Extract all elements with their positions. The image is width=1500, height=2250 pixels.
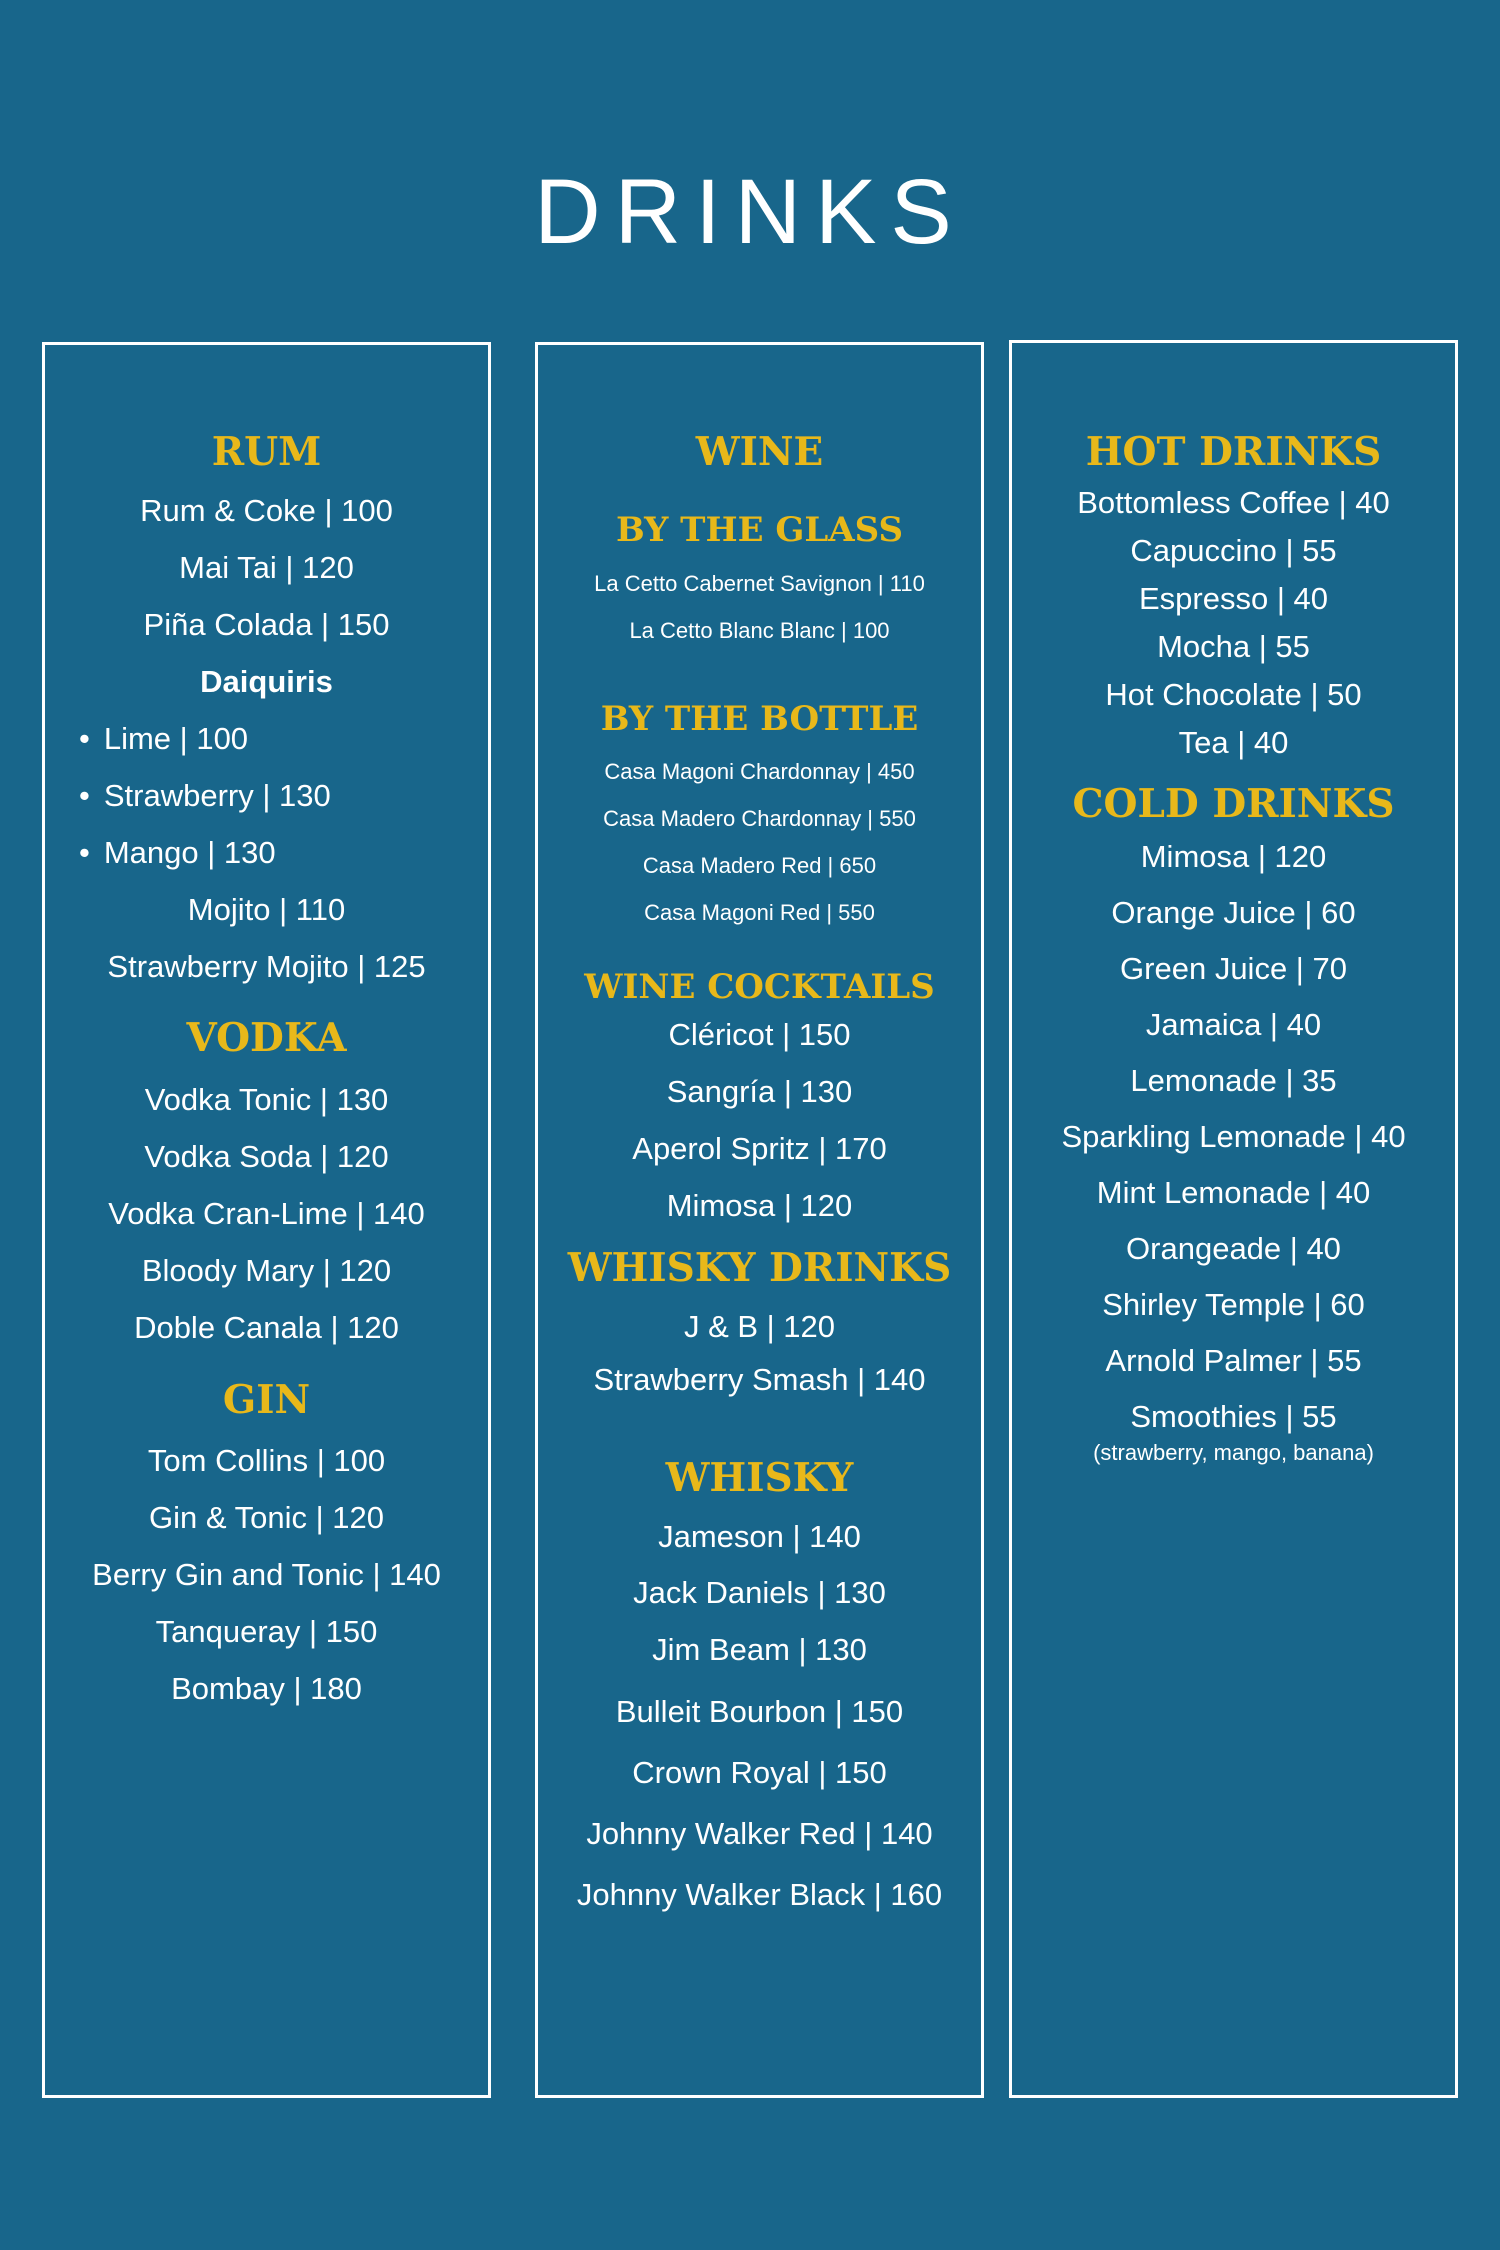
menu-item: Jack Daniels | 130 bbox=[633, 1575, 886, 1610]
panel-wine-whisky bbox=[535, 342, 984, 2098]
menu-item: Casa Madero Red | 650 bbox=[642, 853, 877, 878]
whisky-drinks-heading: WHISKY DRINKS bbox=[567, 1245, 952, 1291]
menu-item: Jim Beam | 130 bbox=[652, 1632, 867, 1667]
menu-item: Espresso | 40 bbox=[1139, 581, 1328, 616]
whisky-heading: WHISKY bbox=[665, 1455, 854, 1501]
wine-heading: WINE bbox=[695, 429, 824, 475]
menu-item: Aperol Spritz | 170 bbox=[632, 1131, 887, 1166]
menu-item: Strawberry Smash | 140 bbox=[593, 1362, 926, 1397]
menu-item: Berry Gin and Tonic | 140 bbox=[92, 1557, 441, 1592]
menu-item: La Cetto Cabernet Savignon | 110 bbox=[594, 571, 925, 596]
menu-item: Jamaica | 40 bbox=[1145, 1007, 1322, 1042]
menu-item: Mint Lemonade | 40 bbox=[1096, 1175, 1371, 1210]
menu-item: Bottomless Coffee | 40 bbox=[1077, 485, 1390, 520]
smoothies-note: (strawberry, mango, banana) bbox=[1093, 1440, 1374, 1465]
menu-item: Bulleit Bourbon | 150 bbox=[615, 1694, 904, 1729]
hot-drinks-heading: HOT DRINKS bbox=[1085, 429, 1382, 475]
menu-item: Hot Chocolate | 50 bbox=[1105, 677, 1362, 712]
menu-item: La Cetto Blanc Blanc | 100 bbox=[629, 618, 890, 643]
menu-item: Doble Canala | 120 bbox=[134, 1310, 399, 1345]
menu-item: Capuccino | 55 bbox=[1130, 533, 1337, 568]
by-the-glass-heading: BY THE GLASS bbox=[615, 510, 904, 550]
menu-item: Mocha | 55 bbox=[1157, 629, 1310, 664]
menu-item-bullet: • Strawberry | 130 bbox=[79, 778, 331, 814]
menu-title: DRINKS bbox=[534, 161, 966, 263]
menu-item: Vodka Soda | 120 bbox=[144, 1139, 389, 1174]
menu-item: Sparkling Lemonade | 40 bbox=[1061, 1119, 1406, 1154]
menu-item-bullet: • Mango | 130 bbox=[79, 835, 276, 871]
menu-item: Gin & Tonic | 120 bbox=[149, 1500, 384, 1535]
menu-item: Arnold Palmer | 55 bbox=[1105, 1343, 1362, 1378]
menu-item: Orangeade | 40 bbox=[1126, 1231, 1341, 1266]
menu-item: Lemonade | 35 bbox=[1130, 1063, 1337, 1098]
menu-item: Tanqueray | 150 bbox=[155, 1614, 378, 1649]
panel-spirits bbox=[42, 342, 491, 2098]
menu-item: Green Juice | 70 bbox=[1120, 951, 1347, 986]
menu-item: Clériсot | 150 bbox=[668, 1017, 851, 1052]
menu-item: Crown Royal | 150 bbox=[632, 1755, 887, 1790]
menu-item: Mimosa | 120 bbox=[666, 1188, 853, 1223]
wine-cocktails-heading: WINE COCKTAILS bbox=[584, 967, 935, 1007]
menu-item: Tea | 40 bbox=[1178, 725, 1289, 760]
menu-item: Sangría | 130 bbox=[666, 1074, 853, 1109]
menu-item: Casa Magoni Chardonnay | 450 bbox=[604, 759, 915, 784]
menu-item: Smoothies | 55 bbox=[1130, 1399, 1337, 1434]
menu-item: Piña Colada | 150 bbox=[143, 607, 390, 642]
menu-item: Bloody Mary | 120 bbox=[141, 1253, 392, 1288]
menu-item: Orange Juice | 60 bbox=[1111, 895, 1356, 930]
menu-item: Mimosa | 120 bbox=[1140, 839, 1327, 874]
by-the-bottle-heading: BY THE BOTTLE bbox=[600, 699, 919, 739]
rum-heading: RUM bbox=[211, 429, 322, 475]
vodka-heading: VODKA bbox=[186, 1015, 347, 1061]
menu-item: Strawberry Mojito | 125 bbox=[107, 949, 426, 984]
menu-item: Johnny Walker Black | 160 bbox=[576, 1877, 943, 1912]
menu-item: Mai Tai | 120 bbox=[179, 550, 354, 585]
panel-hot-cold bbox=[1009, 340, 1458, 2098]
menu-item: Mojito | 110 bbox=[187, 892, 346, 927]
menu-item: Jameson | 140 bbox=[658, 1519, 861, 1554]
menu-item: Tom Collins | 100 bbox=[147, 1443, 386, 1478]
menu-item: Shirley Temple | 60 bbox=[1102, 1287, 1365, 1322]
menu-item: Rum & Coke | 100 bbox=[140, 493, 393, 528]
gin-heading: GIN bbox=[222, 1377, 311, 1423]
menu-item: Vodka Cran-Lime | 140 bbox=[108, 1196, 425, 1231]
menu-item: Casa Magoni Red | 550 bbox=[644, 900, 875, 925]
menu-item: Casa Madero Chardonnay | 550 bbox=[603, 806, 916, 831]
menu-item-bullet: • Lime | 100 bbox=[79, 721, 248, 757]
daiquiris-label: Daiquiris bbox=[200, 664, 333, 699]
menu-item: Vodka Tonic | 130 bbox=[144, 1082, 389, 1117]
menu-item: J & B | 120 bbox=[683, 1309, 836, 1344]
cold-drinks-heading: COLD DRINKS bbox=[1072, 781, 1395, 827]
menu-item: Bombay | 180 bbox=[171, 1671, 362, 1706]
menu-item: Johnny Walker Red | 140 bbox=[586, 1816, 933, 1851]
